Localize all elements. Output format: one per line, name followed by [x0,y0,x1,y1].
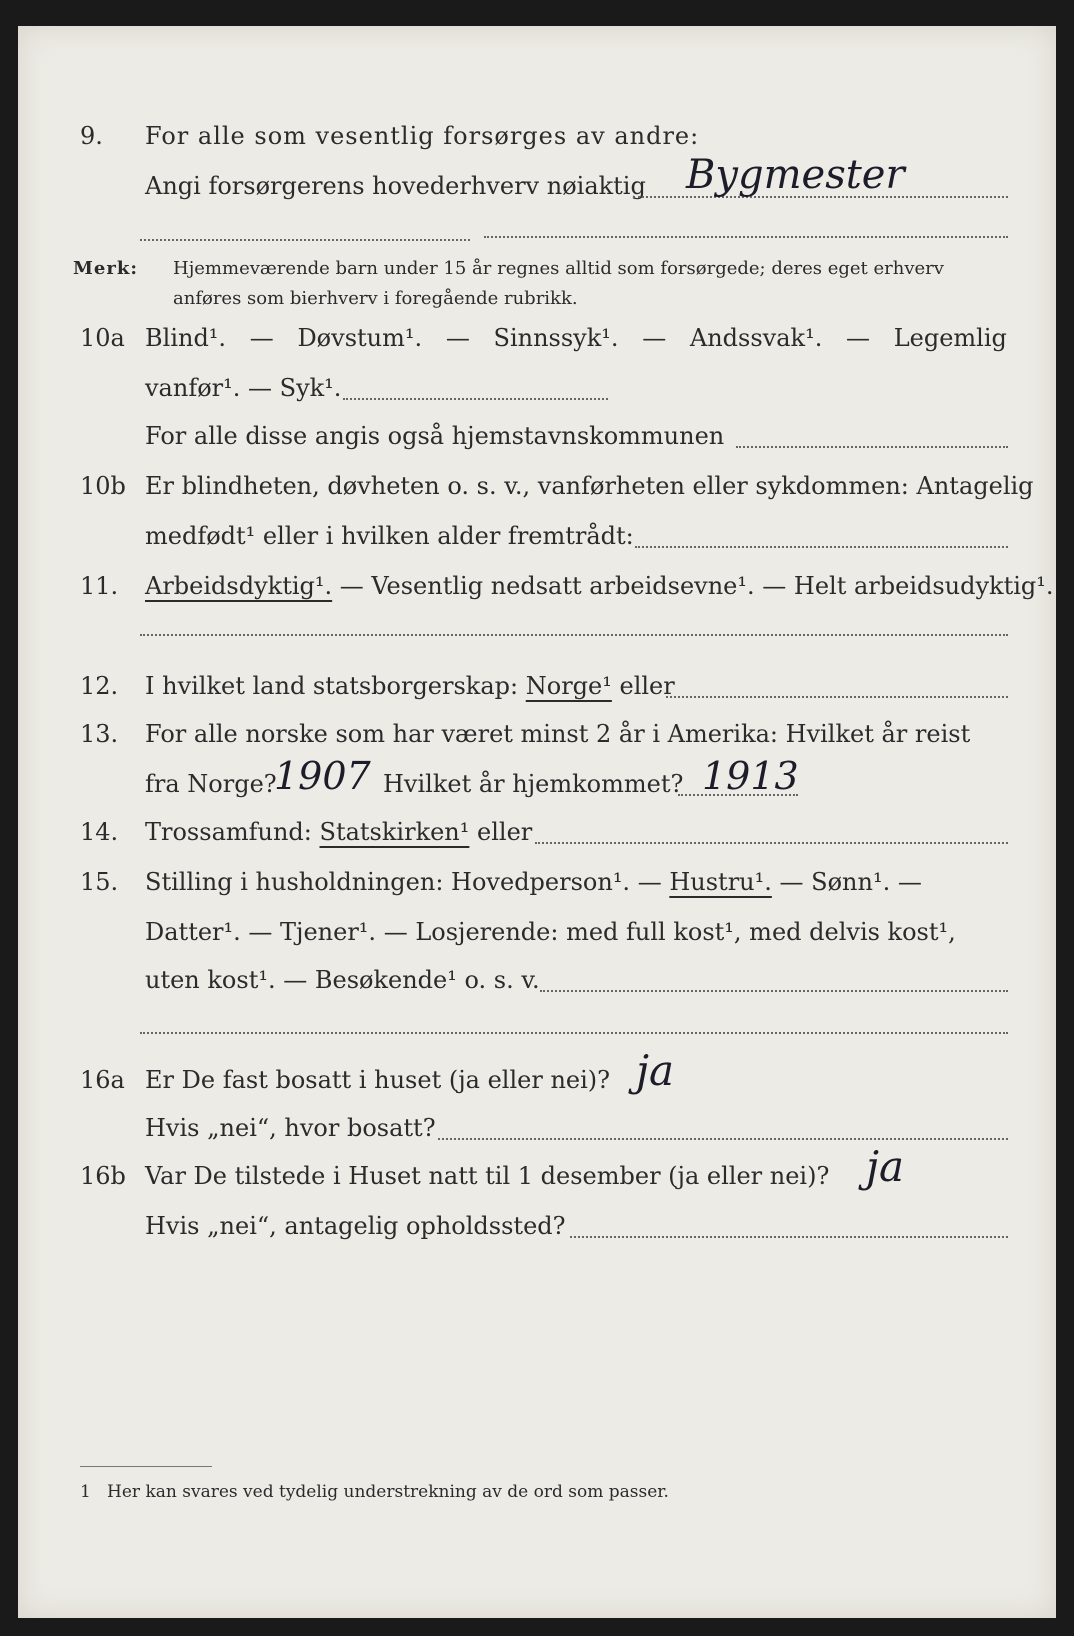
q10a-line2: vanfør¹. — Syk¹. [145,374,342,402]
q12-opt-norge: Norge¹ [525,672,612,700]
q16b-answer-line [570,1236,1008,1238]
q15-line2: Datter¹. — Tjener¹. — Losjerende: med full kost¹, med delvis kost¹, [145,918,956,946]
q10a-dash-3: — [642,324,667,352]
q14-answer-line [535,842,1008,844]
q10a-line3: For alle disse angis også hjemstavnskommunen [145,422,725,450]
merk-label: Merk: [73,258,138,279]
q13-line2b: Hvilket år hjemkommet? [383,770,684,798]
q15-line1 [145,868,922,896]
q15-extra-line [140,1032,1008,1034]
q12-prefix: I hvilket land statsborgerskap: [145,672,519,700]
q14-line [145,818,532,846]
q10a-dash-2: — [445,324,470,352]
footnote-rule [80,1466,212,1467]
q16a-answer-handwriting: ja [636,1046,675,1095]
q15-number: 15. [80,868,119,896]
q11-opt-arbeidsdyktig: Arbeidsdyktig¹. [145,572,333,600]
q10a-opt-blind: Blind¹. [145,324,227,352]
q16b-answer-handwriting: ja [866,1142,905,1191]
merk-line2: anføres som bierhverv i foregående rubrikk. [173,288,578,309]
q13-answer-year-returned: 1913 [702,754,799,798]
merk-line1: Hjemmeværende barn under 15 år regnes alltid som forsørgede; deres eget erhverv [173,258,944,279]
q10a-dash-4: — [846,324,871,352]
q16a-line2: Hvis „nei“, hvor bosatt? [145,1114,436,1142]
q11-options [145,572,1054,600]
q10a-opt-andssvak: Andssvak¹. [689,324,823,352]
q12-number: 12. [80,672,119,700]
q13-number: 13. [80,720,119,748]
q10a-opt-legemlig: Legemlig [893,324,1007,352]
q11-number: 11. [80,572,119,600]
q11-rest: — Vesentlig nedsatt arbeidsevne¹. — Helt arbeidsudyktig¹. [339,572,1054,600]
q10a-line3-answer-line [736,446,1008,448]
q10b-line1: Er blindheten, døvheten o. s. v., vanførheten eller sykdommen: Antagelig [145,472,1034,500]
census-form-page [18,26,1056,1618]
q10b-number: 10b [80,472,126,500]
q15-line1-a: Stilling i husholdningen: Hovedperson¹. — [145,868,662,896]
q15-line1-b: — Sønn¹. — [779,868,922,896]
q11-extra-line [140,634,1008,636]
q12-line [145,672,675,700]
q15-opt-hustru: Hustru¹. [669,868,772,896]
q12-answer-line [666,696,1008,698]
q9-line1: For alle som vesentlig forsørges av andre: [145,122,700,150]
q9-extra-line-left [140,239,470,241]
q10a-line1 [145,324,1007,352]
q15-answer-line [540,990,1008,992]
q13-line1: For alle norske som har været minst 2 år i Amerika: Hvilket år reist [145,720,971,748]
q9-answer-handwriting: Bygmester [686,152,905,198]
q14-opt-statskirken: Statskirken¹ [319,818,470,846]
q14-number: 14. [80,818,119,846]
q10a-line2-answer-line [343,398,608,400]
q16b-line1: Var De tilstede i Huset natt til 1 desember (ja eller nei)? [145,1162,830,1190]
q9-extra-line-right [484,236,1008,238]
footnote-text: Her kan svares ved tydelig understrekning av de ord som passer. [107,1482,669,1502]
q10a-opt-sinnssyk: Sinnssyk¹. [493,324,619,352]
q16a-number: 16a [80,1066,125,1094]
q13-line2a: fra Norge? [145,770,277,798]
q13-answer-year-left: 1907 [274,754,371,798]
footnote-mark: 1 [80,1482,91,1502]
q10a-dash-1: — [249,324,274,352]
q9-line2: Angi forsørgerens hovederhverv nøiaktig [145,172,646,200]
q15-line3: uten kost¹. — Besøkende¹ o. s. v. [145,966,540,994]
q10b-line2: medfødt¹ eller i hvilken alder fremtrådt: [145,522,634,550]
q12-suffix: eller [619,672,675,700]
footnote [80,1482,669,1502]
q10b-answer-line [635,546,1008,548]
q16b-line2: Hvis „nei“, antagelig opholdssted? [145,1212,566,1240]
q10a-number: 10a [80,324,125,352]
q10a-opt-dovstum: Døvstum¹. [297,324,423,352]
q14-prefix: Trossamfund: [145,818,312,846]
q9-number: 9. [80,122,103,150]
q14-suffix: eller [477,818,533,846]
q16a-line1: Er De fast bosatt i huset (ja eller nei)? [145,1066,611,1094]
q16b-number: 16b [80,1162,126,1190]
q16a-answer-line [438,1138,1008,1140]
